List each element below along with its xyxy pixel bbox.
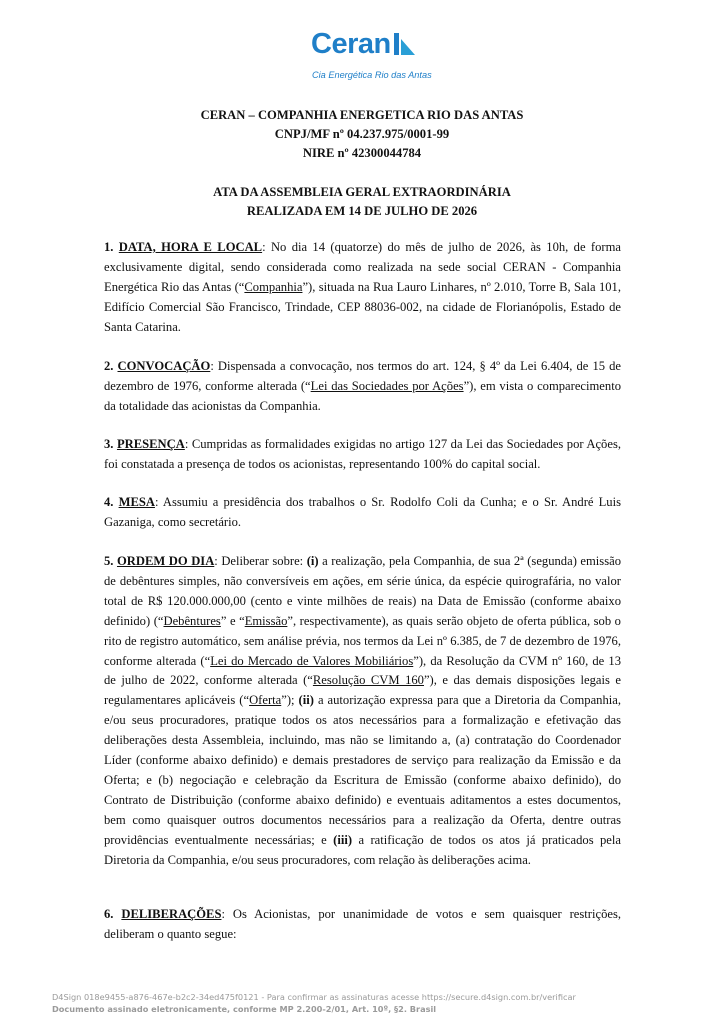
logo-tagline: Cia Energética Rio das Antas: [312, 70, 432, 80]
section-text: ”), da Resolução da CVM nº 160, de 13 de julho de 2022, conforme alterada (“: [104, 653, 621, 688]
document-title: [0, 183, 724, 221]
section-text: : Assumiu a presidência dos trabalhos o Sr. Rodolfo Coli da Cunha; e o Sr. André Luis Gazaniga, como secretário.: [104, 495, 622, 529]
section-heading: MESA: [118, 495, 155, 509]
ceran-logo: [311, 27, 432, 87]
section-number: 5.: [104, 554, 117, 568]
item-marker: (iii): [333, 832, 353, 847]
defined-term: Debêntures: [163, 613, 221, 628]
section-text: : Deliberar sobre:: [214, 554, 307, 568]
section-heading: DELIBERAÇÕES: [121, 907, 222, 921]
defined-term: Oferta: [249, 693, 282, 708]
company-nire: NIRE nº 42300044784: [302, 146, 422, 160]
section-text: : No dia 14 (quatorze) do mês de julho de 2026, às 10h, de forma exclusivamente digital, sendo considerada como realizada na sede social CERAN - Companhia Energética Rio das Antas (“: [104, 240, 621, 294]
section-text: ”), e das demais disposições legais e regulamentares aplicáveis (“: [104, 673, 622, 708]
company-name: CERAN – COMPANHIA ENERGETICA RIO DAS ANTAS: [200, 108, 524, 122]
section-mesa: [104, 493, 621, 533]
section-text: ”);: [281, 693, 299, 708]
section-text: : Cumpridas as formalidades exigidas no artigo 127 da Lei das Sociedades por Ações, foi constatada a presença de todos os acionistas, representando 100% do capital social.: [104, 437, 621, 471]
section-deliberacoes: [104, 905, 621, 945]
section-convocacao: [104, 357, 621, 417]
electronic-signature-notice: Documento assinado eletronicamente, conforme MP 2.200-2/01, Art. 10º, §2. Brasil: [52, 1004, 437, 1014]
section-number: 1.: [104, 240, 119, 254]
section-heading: PRESENÇA: [116, 437, 185, 451]
defined-term: Resolução CVM 160: [312, 673, 424, 688]
logo-wordmark: Ceran: [311, 28, 391, 60]
title-line-1: ATA DA ASSEMBLEIA GERAL EXTRAORDINÁRIA: [213, 185, 511, 199]
section-text: ”), em vista o comparecimento da totalidade das acionistas da Companhia.: [104, 378, 621, 413]
section-text: a ratificação de todos os atos já praticados pela Diretoria da Companhia, e/ou seus procuradores, com relação às deliberações acima.: [104, 832, 621, 867]
defined-term: Lei do Mercado de Valores Mobiliários: [210, 653, 414, 668]
section-text: ” e “: [220, 613, 245, 628]
company-header: [0, 106, 724, 163]
section-text: a realização, pela Companhia, de sua 2ª (segunda) emissão de debêntures simples, não conversíveis em ações, em série única, da espécie quirografária, no valor total de R$ 120.000.000,00 (cento e vinte milhões de reais) na Data de Emissão (conforme abaixo definido) (“: [104, 554, 621, 628]
section-text: : Os Acionistas, por unanimidade de votos e sem quaisquer restrições, deliberam o quanto segue:: [104, 907, 622, 941]
section-text: : Dispensada a convocação, nos termos do art. 124, § 4º da Lei 6.404, de 15 de dezembro de 1976, conforme alterada (“: [104, 359, 622, 393]
item-marker: (i): [306, 554, 319, 568]
signature-footer: [52, 991, 576, 1015]
section-heading: ORDEM DO DIA: [116, 554, 215, 568]
defined-term: Companhia: [244, 279, 303, 294]
logo-mark-icon: [391, 31, 417, 57]
section-number: 3.: [104, 437, 117, 451]
section-data-hora-local: [104, 238, 621, 338]
section-number: 2.: [104, 359, 118, 373]
item-marker: (ii): [298, 693, 314, 708]
section-presenca: [104, 435, 621, 475]
section-text: ”), situada na Rua Lauro Linhares, nº 2.010, Torre B, Sala 101, Edifício Comercial São Francisco, Trindade, CEP 88036-002, na cidade de Florianópolis, Estado de Santa Catarina.: [104, 279, 622, 334]
d4sign-verification-line: D4Sign 018e9455-a876-467e-b2c2-34ed475f0121 - Para confirmar as assinaturas acesse https://secure.d4sign.com.br/verificar: [52, 992, 576, 1002]
defined-term: Lei das Sociedades por Ações: [310, 378, 464, 393]
section-heading: DATA, HORA E LOCAL: [118, 240, 263, 254]
section-heading: CONVOCAÇÃO: [117, 359, 211, 373]
section-number: 6.: [104, 907, 122, 921]
title-line-2: REALIZADA EM 14 DE JULHO DE 2026: [246, 204, 478, 218]
company-cnpj: CNPJ/MF nº 04.237.975/0001-99: [274, 127, 450, 141]
section-text: a autorização expressa para que a Diretoria da Companhia, e/ou seus procuradores, pratique todos os atos necessários para a formalização e efetivação das deliberações desta Assembleia, incluindo, mas não se limitando a, (a) contratação do Coordenador Líder (conforme abaixo definido) e demais prestadores de serviço para realização da Emissão e da Oferta; e (b) negociação e celebração da Escritura de Emissão (conforme abaixo definido), do Contrato de Distribuição (conforme abaixo definido) e eventuais aditamentos a estes documentos, bem como quaisquer outros documentos necessários para a realização da Oferta, dentre outras providências eventualmente necessárias; e: [104, 693, 621, 847]
section-number: 4.: [104, 495, 119, 509]
defined-term: Emissão: [244, 613, 288, 628]
section-ordem-do-dia: [104, 552, 621, 871]
section-text: ”, respectivamente), as quais serão objeto de oferta pública, sob o rito de registro automático, sem análise prévia, nos termos da Lei nº 6.385, de 7 de dezembro de 1976, conforme alterada (“: [104, 613, 621, 668]
